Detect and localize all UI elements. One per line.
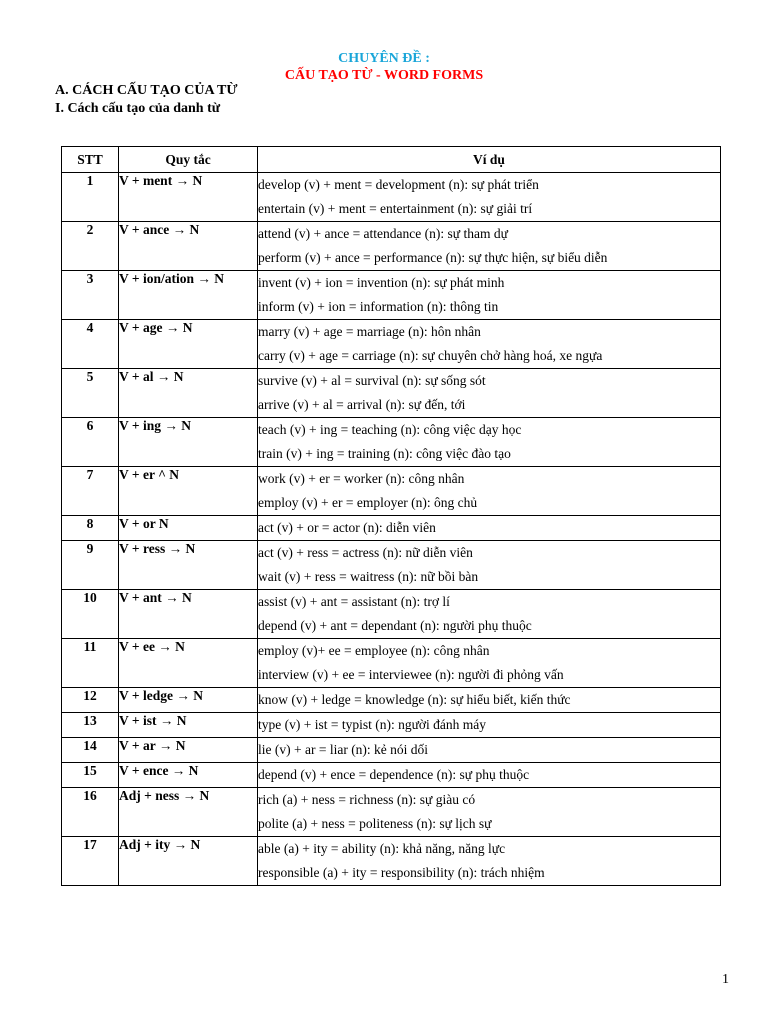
page-number: 1 — [722, 972, 729, 987]
example-line: act (v) + or = actor (n): diễn viên — [258, 520, 436, 535]
example-line: marry (v) + age = marriage (n): hôn nhân — [258, 324, 481, 339]
example-line: polite (a) + ness = politeness (n): sự lịch sự — [258, 815, 492, 831]
row-examples — [258, 271, 721, 320]
row-examples — [258, 173, 721, 222]
example-line: develop (v) + ment = development (n): sự phát triển — [258, 177, 539, 192]
table-row — [62, 688, 721, 713]
row-stt: 12 — [62, 688, 119, 713]
row-stt: 14 — [62, 738, 119, 763]
table-row — [62, 738, 721, 763]
row-rule: V + al → N — [119, 369, 258, 418]
row-stt: 4 — [62, 320, 119, 369]
example-line: responsible (a) + ity = responsibility (n): trách nhiệm — [258, 864, 545, 880]
row-examples — [258, 738, 721, 763]
example-line: invent (v) + ion = invention (n): sự phát minh — [258, 275, 505, 290]
row-stt: 2 — [62, 222, 119, 271]
example-line: employ (v)+ ee = employee (n): công nhân — [258, 643, 490, 658]
example-line: employ (v) + er = employer (n): ông chủ — [258, 494, 478, 510]
row-stt: 15 — [62, 763, 119, 788]
row-examples — [258, 590, 721, 639]
table-row — [62, 763, 721, 788]
row-rule: V + ing → N — [119, 418, 258, 467]
example-line: interview (v) + ee = interviewee (n): người đi phỏng vấn — [258, 666, 564, 682]
example-line: depend (v) + ant = dependant (n): người phụ thuộc — [258, 617, 532, 633]
document-title-line2: CẤU TẠO TỪ - WORD FORMS — [284, 68, 484, 83]
row-rule: V + ledge → N — [119, 688, 258, 713]
example-line: carry (v) + age = carriage (n): sự chuyên chở hàng hoá, xe ngựa — [258, 347, 603, 363]
row-stt: 3 — [62, 271, 119, 320]
example-line: assist (v) + ant = assistant (n): trợ lí — [258, 594, 450, 609]
table-row — [62, 713, 721, 738]
row-examples — [258, 688, 721, 713]
row-stt: 6 — [62, 418, 119, 467]
row-examples — [258, 320, 721, 369]
example-line: perform (v) + ance = performance (n): sự thực hiện, sự biểu diễn — [258, 249, 608, 265]
row-examples — [258, 639, 721, 688]
row-examples — [258, 467, 721, 516]
example-line: wait (v) + ress = waitress (n): nữ bồi bàn — [258, 568, 479, 584]
table-row — [62, 590, 721, 639]
row-rule: V + ant → N — [119, 590, 258, 639]
row-rule: V + or N — [119, 516, 258, 541]
example-line: inform (v) + ion = information (n): thông tin — [258, 298, 499, 314]
table-row — [62, 320, 721, 369]
row-stt: 1 — [62, 173, 119, 222]
table-row — [62, 467, 721, 516]
table-row — [62, 639, 721, 688]
row-examples — [258, 369, 721, 418]
example-line: depend (v) + ence = dependence (n): sự phụ thuộc — [258, 767, 530, 782]
header-examples: Ví dụ — [258, 147, 721, 173]
row-stt: 11 — [62, 639, 119, 688]
row-examples — [258, 418, 721, 467]
table-row — [62, 173, 721, 222]
row-rule: V + ment → N — [119, 173, 258, 222]
noun-formation-table — [61, 146, 721, 886]
row-stt: 10 — [62, 590, 119, 639]
header-stt: STT — [62, 147, 119, 173]
section-heading-a: A. CÁCH CẤU TẠO CỦA TỪ — [55, 83, 238, 98]
document-title-line1: CHUYÊN ĐỀ : — [338, 51, 430, 66]
table-row — [62, 418, 721, 467]
row-rule: V + ence → N — [119, 763, 258, 788]
example-line: able (a) + ity = ability (n): khả năng, năng lực — [258, 841, 506, 856]
row-rule: V + ist → N — [119, 713, 258, 738]
row-examples — [258, 541, 721, 590]
table-row — [62, 788, 721, 837]
table-header-row — [62, 147, 721, 173]
table-row — [62, 541, 721, 590]
row-rule: V + ee → N — [119, 639, 258, 688]
row-stt: 7 — [62, 467, 119, 516]
row-rule: Adj + ity → N — [119, 837, 258, 886]
row-stt: 16 — [62, 788, 119, 837]
table-row — [62, 369, 721, 418]
table-row — [62, 516, 721, 541]
example-line: survive (v) + al = survival (n): sự sống sót — [258, 373, 486, 388]
row-stt: 8 — [62, 516, 119, 541]
row-stt: 9 — [62, 541, 119, 590]
table-row — [62, 837, 721, 886]
row-examples — [258, 516, 721, 541]
example-line: teach (v) + ing = teaching (n): công việc dạy học — [258, 422, 522, 437]
example-line: entertain (v) + ment = entertainment (n): sự giải trí — [258, 200, 533, 216]
example-line: attend (v) + ance = attendance (n): sự tham dự — [258, 226, 508, 241]
example-line: arrive (v) + al = arrival (n): sự đến, tới — [258, 396, 466, 412]
row-rule: V + age → N — [119, 320, 258, 369]
row-stt: 5 — [62, 369, 119, 418]
row-rule: V + er ^ N — [119, 467, 258, 516]
table-row — [62, 271, 721, 320]
example-line: type (v) + ist = typist (n): người đánh máy — [258, 717, 487, 732]
row-stt: 13 — [62, 713, 119, 738]
example-line: train (v) + ing = training (n): công việc đào tạo — [258, 445, 511, 461]
table-row — [62, 222, 721, 271]
row-examples — [258, 788, 721, 837]
example-line: act (v) + ress = actress (n): nữ diễn viên — [258, 545, 473, 560]
row-examples — [258, 837, 721, 886]
row-examples — [258, 222, 721, 271]
example-line: work (v) + er = worker (n): công nhân — [258, 471, 465, 486]
row-rule: V + ance → N — [119, 222, 258, 271]
header-rule: Quy tắc — [119, 147, 258, 173]
row-stt: 17 — [62, 837, 119, 886]
row-examples — [258, 763, 721, 788]
row-examples — [258, 713, 721, 738]
row-rule: V + ar → N — [119, 738, 258, 763]
row-rule: V + ress → N — [119, 541, 258, 590]
subsection-heading-i: I. Cách cấu tạo của danh từ — [55, 101, 221, 116]
example-line: rich (a) + ness = richness (n): sự giàu có — [258, 792, 476, 807]
row-rule: Adj + ness → N — [119, 788, 258, 837]
example-line: lie (v) + ar = liar (n): kẻ nói dối — [258, 742, 429, 757]
example-line: know (v) + ledge = knowledge (n): sự hiểu biết, kiến thức — [258, 692, 571, 707]
row-rule: V + ion/ation → N — [119, 271, 258, 320]
